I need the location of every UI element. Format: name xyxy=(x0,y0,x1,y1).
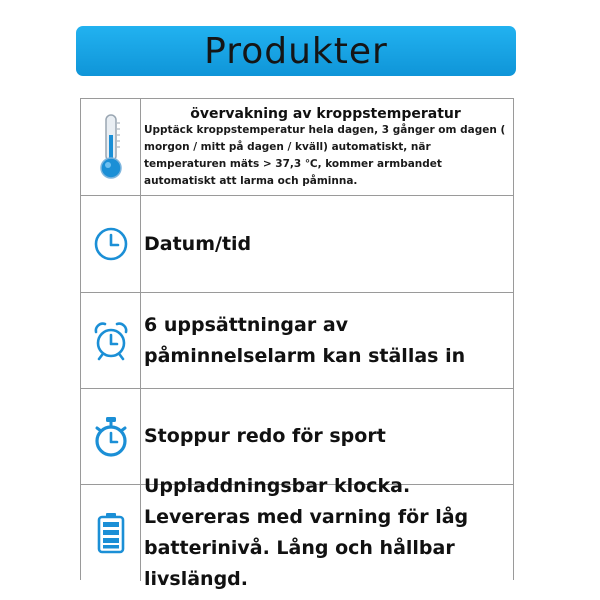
feature-table xyxy=(80,98,514,590)
thermometer-icon xyxy=(98,113,124,181)
feature-text: Uppladdningsbar klocka. Levereras med varning för låg batterinivå. Lång och hållbar livslängd. xyxy=(144,475,469,590)
icon-cell xyxy=(81,485,141,581)
text-cell xyxy=(141,196,513,292)
feature-description: Upptäck kroppstemperatur hela dagen, 3 gånger om dagen ( morgon / mitt på dagen / kväll) automatiskt, när temperaturen mäts > 37,3 ℃, kommer armbandet automatiskt att larma och påminna. xyxy=(144,124,506,187)
page-title: Produkter xyxy=(204,30,388,72)
alarm-clock-icon xyxy=(92,321,130,361)
feature-row-datetime xyxy=(81,196,513,293)
text-cell xyxy=(141,99,513,195)
header-banner xyxy=(76,26,516,76)
icon-cell xyxy=(81,196,141,292)
clock-icon xyxy=(93,226,129,262)
feature-row-alarm xyxy=(81,293,513,389)
battery-icon xyxy=(97,512,125,554)
icon-cell xyxy=(81,389,141,484)
text-cell xyxy=(141,293,513,388)
text-cell xyxy=(141,389,513,484)
feature-text: Datum/tid xyxy=(144,232,252,255)
icon-cell xyxy=(81,293,141,388)
text-cell xyxy=(141,475,513,590)
feature-row-battery xyxy=(81,475,513,590)
stopwatch-icon xyxy=(92,416,130,458)
feature-text: 6 uppsättningar av påminnelselarm kan ställas in xyxy=(144,313,466,367)
feature-text: Stoppur redo för sport xyxy=(144,425,386,447)
feature-row-temperature xyxy=(81,99,513,196)
feature-title: övervakning av kroppstemperatur xyxy=(190,106,461,122)
icon-cell xyxy=(81,99,141,195)
